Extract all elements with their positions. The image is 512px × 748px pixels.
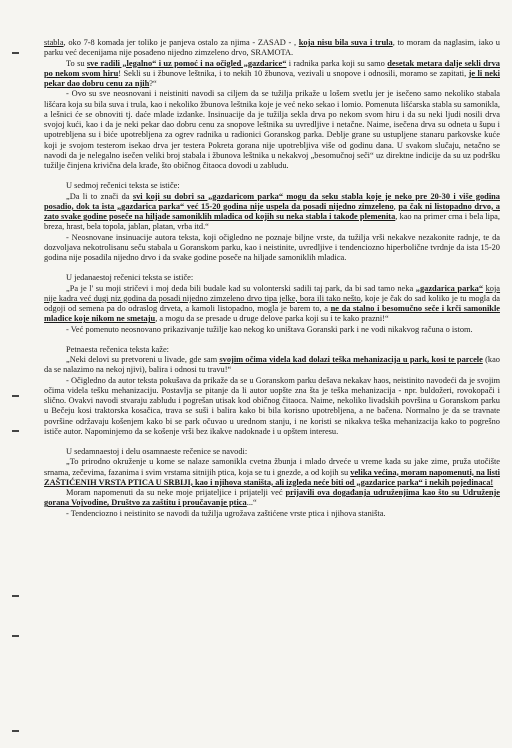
emphasized-text: je li neki pekar dao dobru cenu za njih [44,68,500,88]
margin-mark [12,52,19,54]
emphasized-text: „gazdarica parka“ [415,283,484,293]
emphasized-text: stabla [44,38,64,47]
emphasized-text: koja nije kadra već dugi niz godina da posadi nijedno zimzeleno drvo tipa jelke, bora ili tako nešto [44,283,501,303]
text-run: - Već pomenuto neosnovano prikazivanje tužilje kao nekog ko uništava Goranski park i ne vodi nikakvog računa o istom. [66,324,473,334]
text-run: Moram napomenuti da su neke moje prijateljice i prijatelji već [66,488,286,497]
text-run: Petnaesta rečenica teksta kaže: [66,344,169,354]
emphasized-text: sve radili „legalno“ i uz pomoć i na očigled „gazdarice“ [86,58,287,68]
text-run: „Da li to znači da [66,191,133,201]
paragraph [44,233,500,264]
paragraph [44,273,500,283]
paragraph-gap [44,335,500,345]
paragraph [44,325,500,335]
paragraph-gap [44,263,500,273]
margin-mark [12,730,19,732]
emphasized-text: pa čak ni listopadno drvo, a zato svake godine poseče na hiljade samoniklih mladica od kojih su neka stabla i takođe plemenita [44,201,500,221]
paragraph [44,488,500,509]
text-run: ?“ [149,79,157,88]
margin-mark [12,595,19,597]
paragraph-gap [44,171,500,181]
emphasized-text: svojim očima videla kad dolazi teška mehanizacija u park, kosi te parcele [219,355,483,364]
text-run: , koje je čak do sad koliko je tu mogla da odgoji od semena pa do odraslog drveta, a kamoli listopadno, mogla je barem to, a [44,293,500,313]
text-run: , a mogu da se presade u druge delove parka koji su i te kako prazni!“ [155,314,389,324]
paragraph [44,376,500,438]
text-run: ...“ [246,498,257,508]
margin-mark [12,395,19,397]
text-run: „Pa je l' su moji stričevi i moj deda bili budale kad su volonterski sadili taj park, da bi sad tamo neka [66,283,416,293]
text-run: , to moram da naglasim, iako u parku već decenijama nije posađeno nijedno zimzeleno drvo, SRAMOTA. [44,38,500,58]
text-run: „To prirodno okruženje u kome se nalaze samonikla cvetna žbunja i mlado drveće u vreme kada su jake zime, pruža utočište srnama, zečevima, fazanima i svim vrstama sitnijih ptica, koja se tu i gnezde, a od kojih su [44,457,500,477]
text-run: - Neosnovane insinuacije autora teksta, koji očigledno ne poznaje biljne vrste, da tužilja vrši nekakve nezakonite radnje, te da dozvoljava nekotrolisanu seču stabala u Goranskom parku, kao i neistinite, uvredljive i tendenciozno hiperbolične tvrdnje da ista 15-20 godina nije posadila nijedno drvo i da svake godine poseče na hiljade samoniklih mladica. [44,232,500,262]
text-run: - Tendenciozno i neistinito se navodi da tužilja ugrožava zaštićene vrste ptica i njihova staništa. [66,508,386,518]
paragraph-gap [44,437,500,447]
paragraph [44,355,500,376]
paragraph [44,59,500,90]
text-run: „Neki delovi su pretvoreni u livade, gde sam [66,355,220,364]
paragraph [44,345,500,355]
emphasized-text: ne da stalno i besomučno seče i krči samonikle mladice koje nikom ne smetaju [44,304,500,324]
text-run: i radnika parka koji su samo [286,58,388,68]
emphasized-text: prijavili ova događanja udruženjima kao što su Udruženje gorana Vojvodine, Društvo za zaštitu i proučavanje ptica [44,488,500,508]
text-run: , kao na primer crna i bela lipa, breza, hrast, bela topola, jablan, platan, vrba itd.“ [44,212,500,232]
text-run: To su [66,58,87,68]
paragraph [44,447,500,457]
paragraph [44,181,500,191]
paragraph [44,284,500,325]
text-run: , [393,201,399,211]
text-run: - Ovo su sve neosnovani i neistiniti navodi sa ciljem da se tužilja prikaže u lošem svetlu jer je isečeno samo nekoliko stabala lišćara koja su bila suva i trula, kao i nekoliko žbunova leštnika koje je već neko sekao i lomio. Pomenuta lišćarska stabla su samonikla, a lešnici će se obnoviti tj. daće mlade izdanke. Insinuacije da je tužilja sekla drva po nekom svom hiru i da su neki ljudi nosili drva svojoj kući, kao i da je neki pekar dao dobru cenu za snopove leštnika su uvredljive i netačne. Naime, isečena drva su odneta u šupu i upotrebljena su i biće upotrebljena za ogrev radnika u radionici Goranskog parka. Deblje grane su ustupljene stanaru parkovske kuće koji je svojom testerom isekao drva jer testera Pokreta gorana nije upotrebljiva više od godinu dana. U svakom slučaju, netačno se navodi da je nelegalno isečen veliki broj stabala i žbunova leštnika u nekakvoj „besomučnoj seči“ uz direktne indicije da su uz podršku tužilje činjena krivična dela krađe, što običnog čitaoca dovodi u zabludu. [44,89,500,170]
paragraph [44,509,500,519]
emphasized-text: koja nisu bila suva i trula [298,38,393,47]
paragraph [44,192,500,233]
paragraph [44,89,500,171]
margin-mark [12,635,19,637]
margin-mark [12,430,19,432]
paragraph [44,38,500,59]
emphasized-text: svi koji su dobri sa „gazdaricom parka“ mogu da seku stabla koje je neko pre 20-30 i više godina posadio, dok ta ista „gazdarica parka“ već 15-20 godina nije uspela da posadi nijedno zimzeleno [44,191,500,211]
document-body [44,38,500,519]
text-run: - Očigledno da autor teksta pokušava da prikaže da se u Goranskom parku dešava nekakav haos, neistinito navodeći da je svojim očima videla tešku mehanizaciju. Postavlja se pitanje da li autor uopšte zna šta je teška mehanizacija - npr. buldožeri, rovokopači i slično. Ovakvi navodi stvaraju zabludu i pogrešan utisak kod običnog čitaoca. Naime, nekoliko livadskih površina u Goranskom parku u Bečeju kosi traktorska kosačica, trava se suši i balira kako bi bila korisno upotrebljena, a ne bačena. Normalno je da se travnate površine održavaju košenjem kako bi se park očuvao u urednom stanju, i ne koristi se nikakva teška mehanizacija kako to pogrešno ističe autor. Napominjemo da se košenje vrši bez ikakve nadoknade i u opštem interesu. [44,375,500,436]
paragraph [44,457,500,488]
text-run: U sedamnaestoj i delu osamnaeste rečenice se navodi: [66,447,248,456]
emphasized-text: velika većina, moram napomenuti, na listi ZAŠTIĆENIH VRSTA PTICA U SRBIJI, kao i njihova staništa, ali izgleda neće biti od „gazdarice parka“ i nekih pojedinaca! [44,467,500,487]
text-run: (kao da se nalazimo na nekoj njivi), balira i odnosi tu travu!“ [44,355,500,375]
text-run: ! Sekli su i žbunove leštnika, i to nekih 10 žbunova, vezivali u snopove i odnosili, moramo se zapitati, [118,68,469,78]
text-run: , oko 7-8 komada jer toliko je panjeva ostalo za njima - ZASAD - , [63,38,299,47]
emphasized-text: desetak metara dalje sekli drva po nekom svom hiru [44,58,500,78]
text-run: U sedmoj rečenici teksta se ističe: [66,181,180,191]
text-run: U jedanaestoj rečenici teksta se ističe: [66,273,194,283]
